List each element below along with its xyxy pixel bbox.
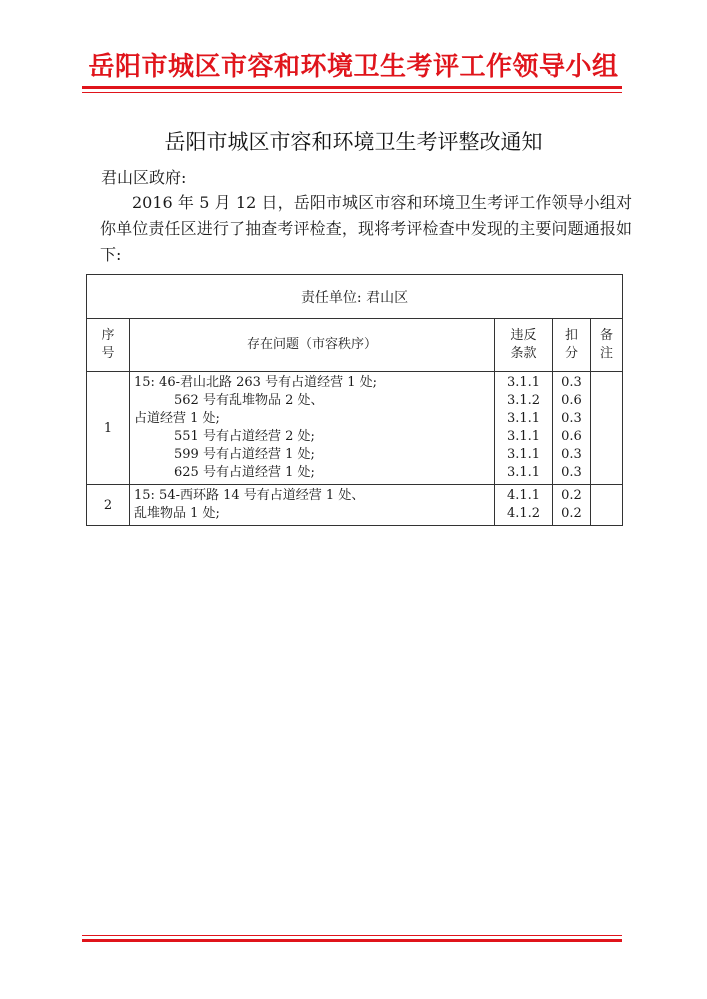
row-deductions: 0.3 0.6 0.3 0.6 0.3 0.3 (553, 372, 591, 485)
issue-line: 15: 54-西环路 14 号有占道经营 1 处、 (134, 488, 365, 503)
header-rule-thick (82, 86, 622, 89)
table-row (87, 485, 623, 526)
issue-line: 551 号有占道经营 2 处; (174, 429, 315, 444)
table-header-row (87, 319, 623, 372)
responsible-unit: 责任单位: 君山区 (87, 275, 623, 319)
table-row (87, 372, 623, 485)
issue-line: 15: 46-君山北路 263 号有占道经营 1 处; (134, 375, 377, 390)
footer-rule-thick (82, 939, 622, 942)
row-remark (591, 372, 623, 485)
row-seq: 1 (87, 372, 130, 485)
notice-title: 岳阳市城区市容和环境卫生考评整改通知 (164, 130, 543, 154)
row-remark (591, 485, 623, 526)
row-clauses: 3.1.1 3.1.2 3.1.1 3.1.1 3.1.1 3.1.1 (495, 372, 553, 485)
header-rule-thin (82, 92, 622, 93)
issue-line: 625 号有占道经营 1 处; (174, 465, 315, 480)
header-clause: 违反 条款 (495, 319, 553, 372)
row-issues (130, 372, 495, 485)
header-remark: 备 注 (591, 319, 623, 372)
issue-line: 占道经营 1 处; (134, 411, 220, 426)
row-issues (130, 485, 495, 526)
header-seq: 序 号 (87, 319, 130, 372)
issues-table (86, 274, 623, 526)
header-issue: 存在问题（市容秩序） (130, 319, 495, 372)
issue-line: 599 号有占道经营 1 处; (174, 447, 315, 462)
row-deductions: 0.2 0.2 (553, 485, 591, 526)
issue-line: 562 号有乱堆物品 2 处、 (174, 393, 324, 408)
org-title: 岳阳市城区市容和环境卫生考评工作领导小组 (88, 52, 619, 82)
footer-rule-thin (82, 935, 622, 936)
addressee: 君山区政府: (101, 168, 187, 187)
row-clauses: 4.1.1 4.1.2 (495, 485, 553, 526)
intro-paragraph: 2016 年 5 月 12 日，岳阳市城区市容和环境卫生考评工作领导小组对你单位责任区进行了抽查考评检查，现将考评检查中发现的主要问题通报如下: (100, 193, 632, 264)
row-seq: 2 (87, 485, 130, 526)
issue-line: 乱堆物品 1 处; (134, 506, 220, 521)
header-deduction: 扣 分 (553, 319, 591, 372)
